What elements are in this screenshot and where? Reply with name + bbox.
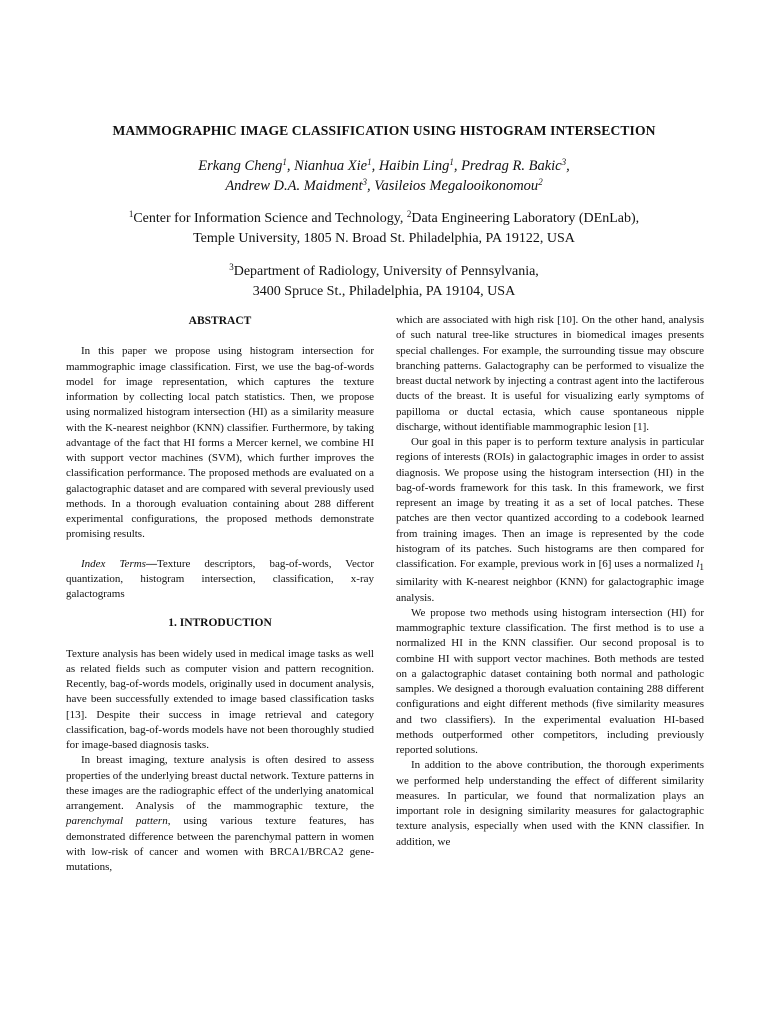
author-affiliation-marker: 1	[282, 157, 287, 167]
index-terms-dash: —	[145, 557, 157, 570]
right-column	[396, 313, 704, 850]
affiliation-1	[0, 209, 768, 248]
paragraph-text: In breast imaging, texture analysis is often desired to assess properties of the underlying breast ductal network. Texture patterns in these images are the radiographic effect of the underlying anatomical arrangement. Analysis of the mammographic texture, the	[66, 754, 374, 812]
intro-paragraph-2	[66, 753, 374, 875]
paper-title: MAMMOGRAPHIC IMAGE CLASSIFICATION USING HISTOGRAM INTERSECTION	[112, 123, 656, 138]
authors-line-1	[0, 156, 768, 176]
author-list	[0, 156, 768, 196]
intro-paragraph-1: Texture analysis has been widely used in medical image tasks as well as related fields such as computer vision and pattern recognition. Recently, bag-of-words models, originally used in document analysis, have been successfully extended to image based classification tasks [13]. Despite their success in image retrieval and category classification, bag-of-words models have not been thoroughly studied for image-based diagnosis tasks.	[66, 647, 374, 751]
author-separator: ,	[453, 158, 462, 174]
affiliation-text: Center for Information Science and Technology,	[133, 211, 407, 226]
affiliation-marker: 3	[229, 262, 234, 272]
affiliation-text: Department of Radiology, University of Pennsylvania,	[233, 264, 539, 279]
index-terms-text: Texture descriptors, bag-of-words, Vector quantization, histogram intersection, classification, x-ray galactograms	[66, 557, 374, 600]
paragraph-text: Our goal in this paper is to perform texture analysis in particular regions of interests (ROIs) in galactographic images in order to assist diagnosis. We propose using the histogram intersection (HI) in the bag-of-words framework for this task. In this framework, we first represent an image by treating it as a set of local patches. These patches are then vector quantized according to a codebook learned from training images. Then an image is represented by the code histogram of its patches. Such histograms are then compared for classification. For example, previous work in [6] uses a normalized	[396, 436, 704, 570]
affiliation-2-line-1	[0, 262, 768, 282]
author-affiliation-marker: 1	[449, 157, 454, 167]
author-separator: ,	[566, 158, 570, 174]
affiliation-2-line-2: 3400 Spruce St., Philadelphia, PA 19104, USA	[252, 283, 516, 299]
right-paragraph-1: which are associated with high risk [10]. On the other hand, analysis of such natural tree-like structures in biomedical images presents special challenges. For example, the surrounding tissue may obscure branching patterns. Galactography can be performed to visualize the breast ductal network by injecting a contrast agent into the lactiferous ducts of the breast. It is useful for visualizing early symptoms of papilloma or ductal ectasia, which cause spontaneous nipple discharge, without identifiable mammographic lesion [1].	[396, 314, 704, 433]
author-affiliation-marker: 2	[538, 177, 543, 187]
author-name: Haibin Ling	[378, 158, 450, 174]
paragraph-text: , using various texture features, has demonstrated difference between the parenchymal pattern in women with low-risk of cancer and women with BRCA1/BRCA2 gene-mutations,	[66, 815, 375, 873]
index-terms	[66, 557, 374, 603]
affiliation-1-line-1	[0, 209, 768, 229]
author-separator: ,	[286, 158, 295, 174]
right-paragraph-4: In addition to the above contribution, the thorough experiments we performed help understanding the effect of different similarity measures. In particular, we found that normalization plays an important role in designing similarity measures for galactographic texture analysis, especially when used with the KNN classifier. In addition, we	[396, 759, 704, 848]
emphasized-term: parenchymal pattern	[66, 815, 168, 828]
right-paragraph-3: We propose two methods using histogram intersection (HI) for mammographic texture classification. The first method is to use a normalized HI in the KNN classifier. Our second proposal is to combine HI with support vector machines. Both methods are tested on a galactographic dataset containing both normal and pathologic samples. We designed a thorough evaluation containing 288 different configurations and eight different methods (five similarity measures and two classifiers). In the experimental evaluation HI-based methods outperformed other competitors, including previously reported solutions.	[396, 606, 704, 757]
authors-line-2	[0, 176, 768, 196]
author-separator: ,	[367, 178, 375, 194]
introduction-heading: 1. INTRODUCTION	[168, 617, 272, 630]
math-subscript: 1	[699, 562, 704, 573]
author-affiliation-marker: 1	[367, 157, 372, 167]
left-column	[66, 313, 374, 875]
paragraph-text: similarity with K-nearest neighbor (KNN) for galactographic image analysis.	[396, 576, 704, 604]
author-name: Andrew D.A. Maidment	[225, 178, 363, 194]
right-paragraph-2	[396, 435, 704, 606]
author-name: Nianhua Xie	[294, 158, 368, 174]
author-affiliation-marker: 3	[362, 177, 368, 187]
math-symbol: l	[696, 558, 700, 570]
author-name: Vasileios Megalooikonomou	[374, 178, 539, 194]
abstract-paragraph: In this paper we propose using histogram intersection for mammographic image classification. First, we use the bag-of-words model for image representation, which captures the texture information by collecting local patch statistics. Then, we propose using normalized histogram intersection (HI) as a similarity measure with the K-nearest neighbor (KNN) classifier. Furthermore, by taking advantage of the fact that HI forms a Mercer kernel, we combine HI with support vector machines (SVM), which further improves the classification performance. The proposed methods are evaluated on a galactographic dataset and are compared with several previously used methods. In a thorough evaluation containing about 288 different experimental configurations, the proposed methods demonstrate promising results.	[66, 345, 374, 541]
affiliation-2	[0, 262, 768, 301]
affiliation-marker: 2	[406, 209, 412, 219]
author-name: Predrag R. Bakic	[461, 158, 562, 174]
affiliation-1-line-2: Temple University, 1805 N. Broad St. Philadelphia, PA 19122, USA	[193, 230, 575, 246]
author-separator: ,	[371, 158, 379, 174]
abstract-heading: ABSTRACT	[188, 315, 252, 327]
affiliation-text: Data Engineering Laboratory (DEnLab),	[411, 211, 640, 226]
author-name: Erkang Cheng	[198, 158, 283, 174]
index-terms-label: Index Terms	[81, 557, 146, 570]
affiliation-marker: 1	[128, 209, 134, 219]
author-affiliation-marker: 3	[561, 157, 567, 167]
